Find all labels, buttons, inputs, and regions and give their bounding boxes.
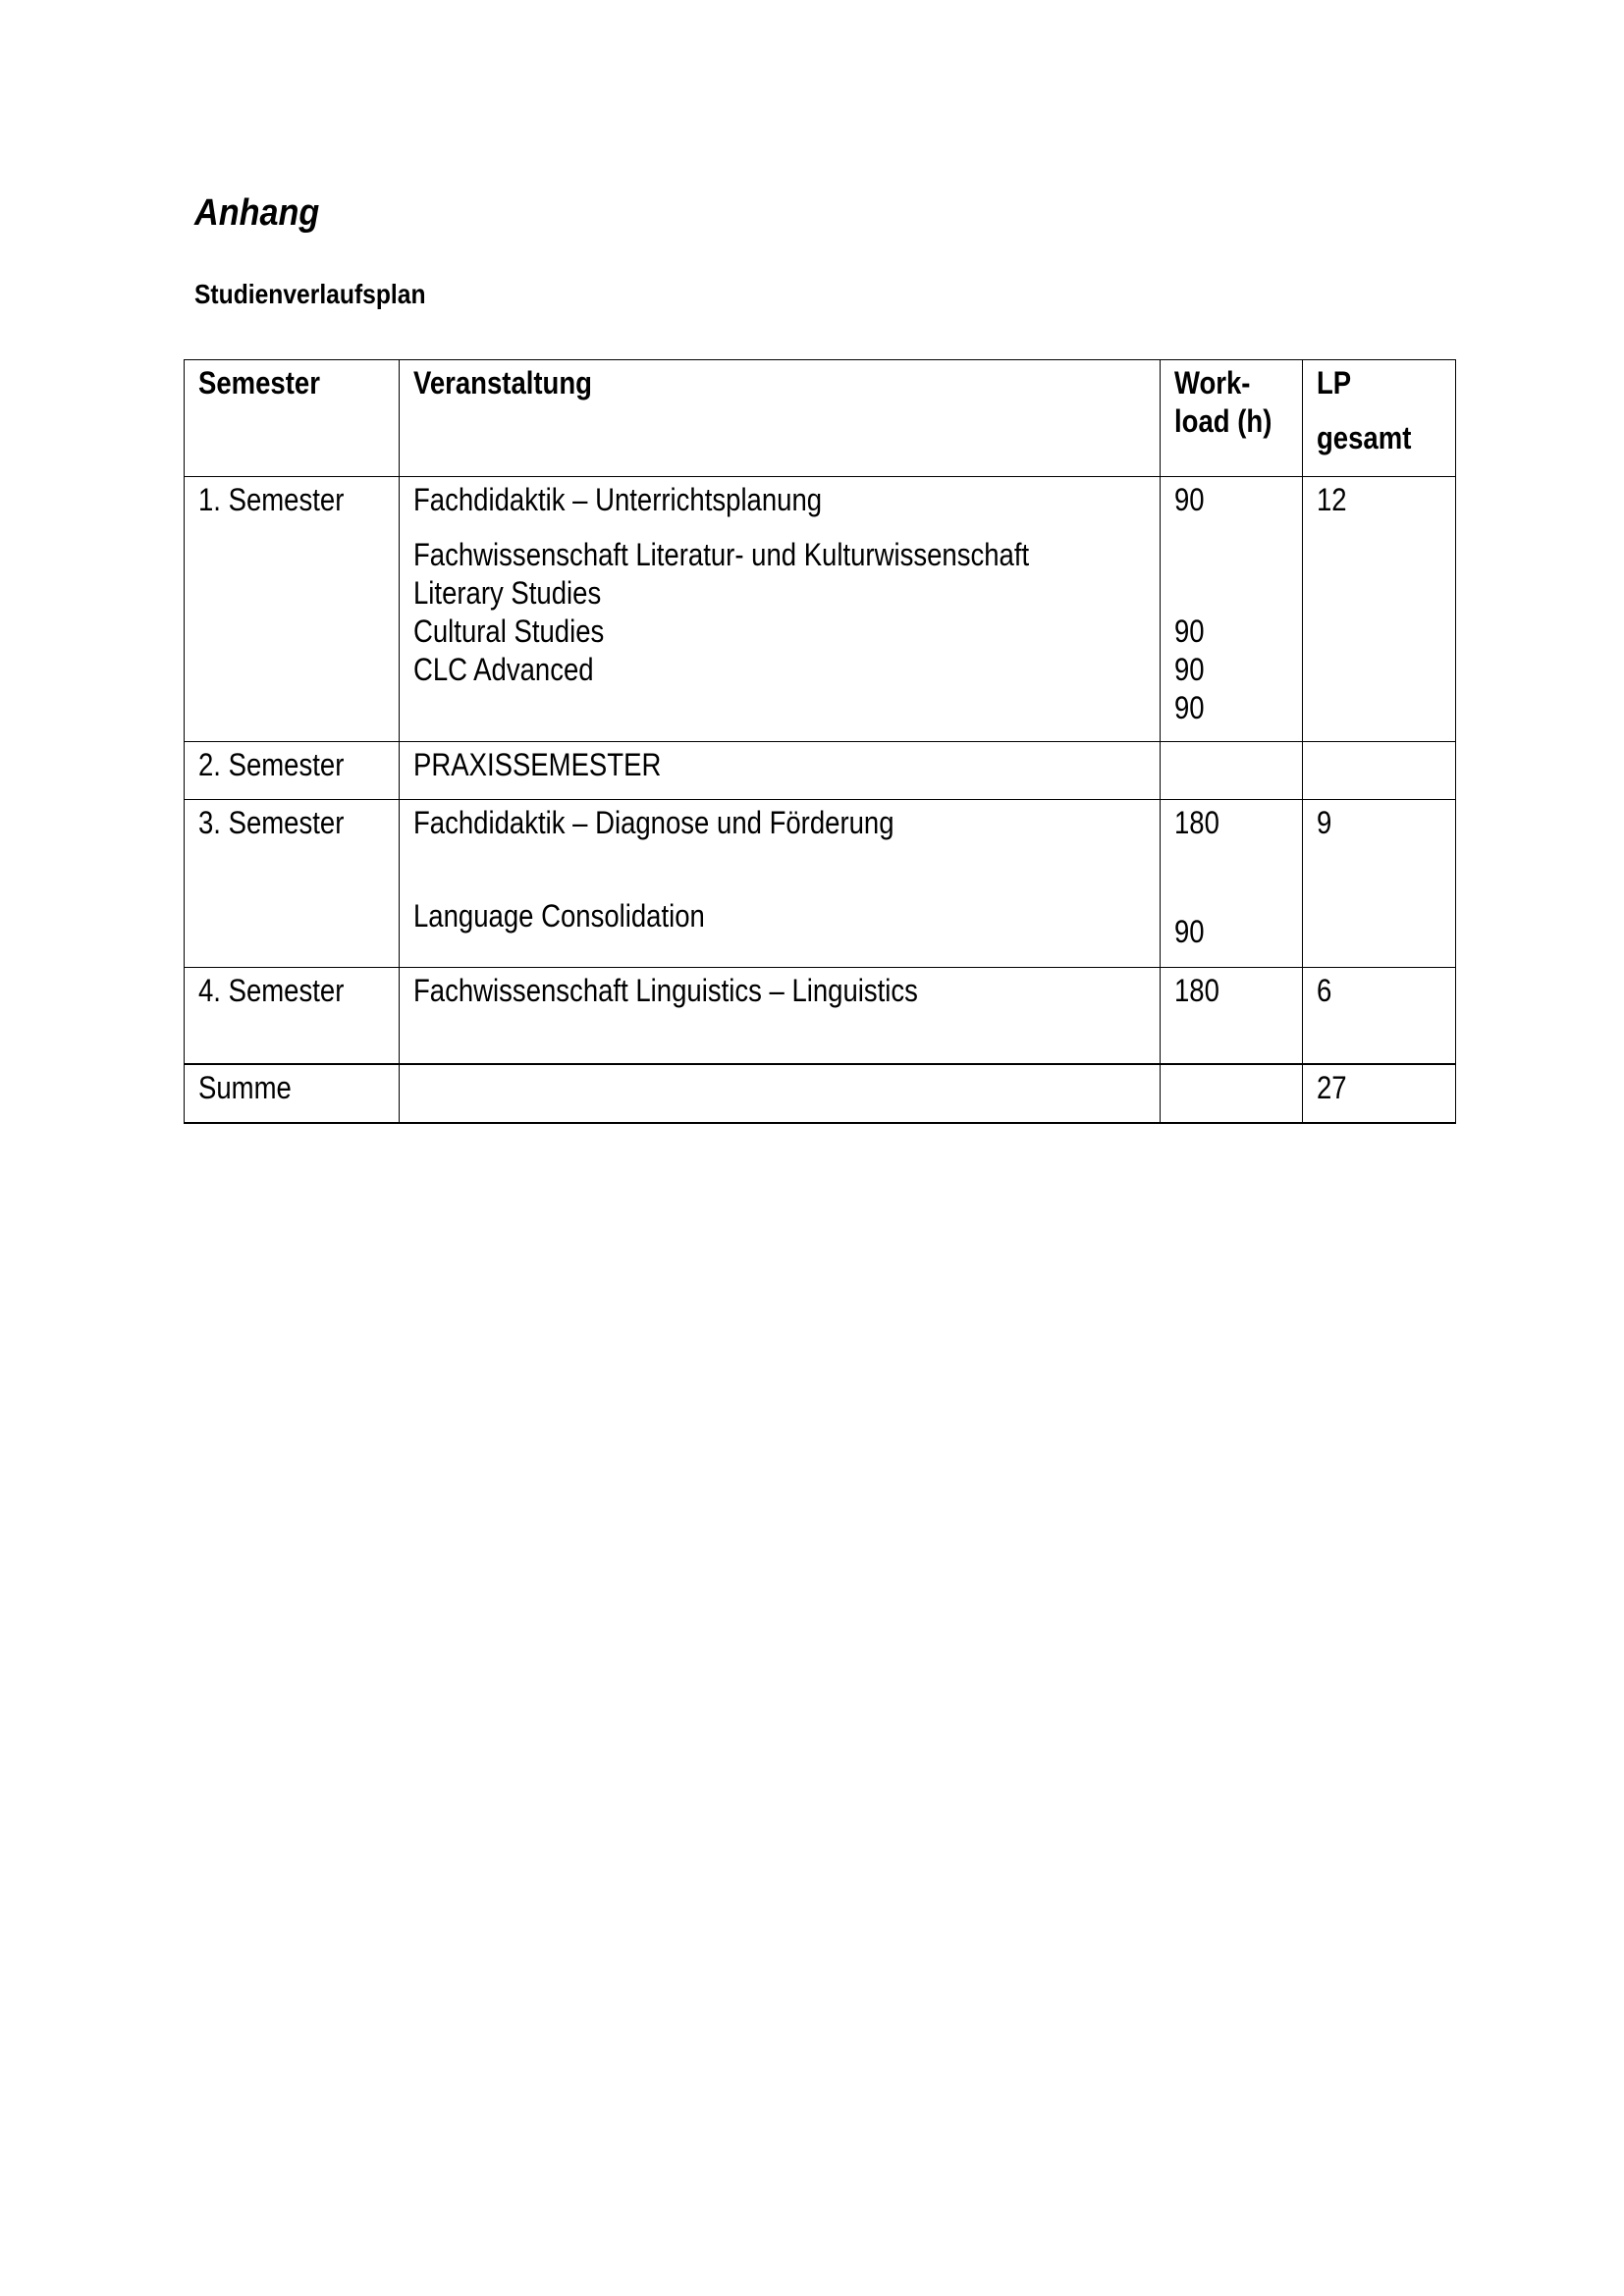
sum-label: Summe xyxy=(198,1070,292,1105)
cell-semester xyxy=(185,742,400,800)
cell-veranstaltung xyxy=(400,477,1161,742)
semester-label: 2. Semester xyxy=(198,747,345,782)
workload-value: 180 xyxy=(1174,973,1219,1008)
cell-workload xyxy=(1161,477,1303,742)
table-row xyxy=(185,800,1456,968)
table-header-row xyxy=(185,360,1456,477)
workload-value: 90 xyxy=(1174,914,1205,949)
cell-veranstaltung xyxy=(400,800,1161,968)
cell-sum-veranstaltung xyxy=(400,1064,1161,1123)
header-semester: Semester xyxy=(198,365,320,400)
table-row xyxy=(185,477,1456,742)
table-sum-row xyxy=(185,1064,1456,1123)
study-plan-table xyxy=(184,359,1456,1124)
workload-value: 90 xyxy=(1174,614,1205,649)
semester-label: 3. Semester xyxy=(198,805,345,840)
cell-semester xyxy=(185,800,400,968)
header-workload-line1: Work- xyxy=(1174,365,1251,400)
header-cell-veranstaltung xyxy=(400,360,1161,477)
cell-lp xyxy=(1303,968,1456,1065)
workload-value: 90 xyxy=(1174,482,1205,517)
cell-lp xyxy=(1303,800,1456,968)
course-name: CLC Advanced xyxy=(413,652,594,687)
cell-sum-label xyxy=(185,1064,400,1123)
table-row xyxy=(185,968,1456,1065)
semester-label: 1. Semester xyxy=(198,482,345,517)
page-title: Anhang xyxy=(194,192,320,234)
course-name: Fachwissenschaft Literatur- und Kulturwissenschaft xyxy=(413,537,1030,572)
cell-semester xyxy=(185,477,400,742)
header-cell-lp xyxy=(1303,360,1456,477)
section-heading: Studienverlaufsplan xyxy=(194,279,426,309)
header-cell-semester xyxy=(185,360,400,477)
header-workload-line2: load (h) xyxy=(1174,403,1272,439)
cell-lp xyxy=(1303,477,1456,742)
cell-workload xyxy=(1161,968,1303,1065)
workload-value: 180 xyxy=(1174,805,1219,840)
cell-lp xyxy=(1303,742,1456,800)
header-cell-workload xyxy=(1161,360,1303,477)
cell-workload xyxy=(1161,800,1303,968)
lp-value: 12 xyxy=(1317,482,1347,517)
table-row xyxy=(185,742,1456,800)
workload-value: 90 xyxy=(1174,690,1205,725)
header-lp-line2: gesamt xyxy=(1317,420,1412,455)
semester-label: 4. Semester xyxy=(198,973,345,1008)
course-name: Cultural Studies xyxy=(413,614,605,649)
course-name: Language Consolidation xyxy=(413,898,705,934)
header-lp-line1: LP xyxy=(1317,365,1352,400)
lp-value: 6 xyxy=(1317,973,1332,1008)
sum-lp: 27 xyxy=(1317,1070,1347,1105)
cell-veranstaltung xyxy=(400,742,1161,800)
course-name: Fachdidaktik – Diagnose und Förderung xyxy=(413,805,894,840)
cell-veranstaltung xyxy=(400,968,1161,1065)
cell-sum-workload xyxy=(1161,1064,1303,1123)
cell-sum-lp xyxy=(1303,1064,1456,1123)
header-veranstaltung: Veranstaltung xyxy=(413,365,592,400)
cell-workload xyxy=(1161,742,1303,800)
lp-value: 9 xyxy=(1317,805,1332,840)
course-name: Fachwissenschaft Linguistics – Linguistics xyxy=(413,973,918,1008)
course-name: Fachdidaktik – Unterrichtsplanung xyxy=(413,482,823,517)
cell-semester xyxy=(185,968,400,1065)
course-name: Literary Studies xyxy=(413,575,602,611)
workload-value: 90 xyxy=(1174,652,1205,687)
course-name: PRAXISSEMESTER xyxy=(413,747,662,782)
